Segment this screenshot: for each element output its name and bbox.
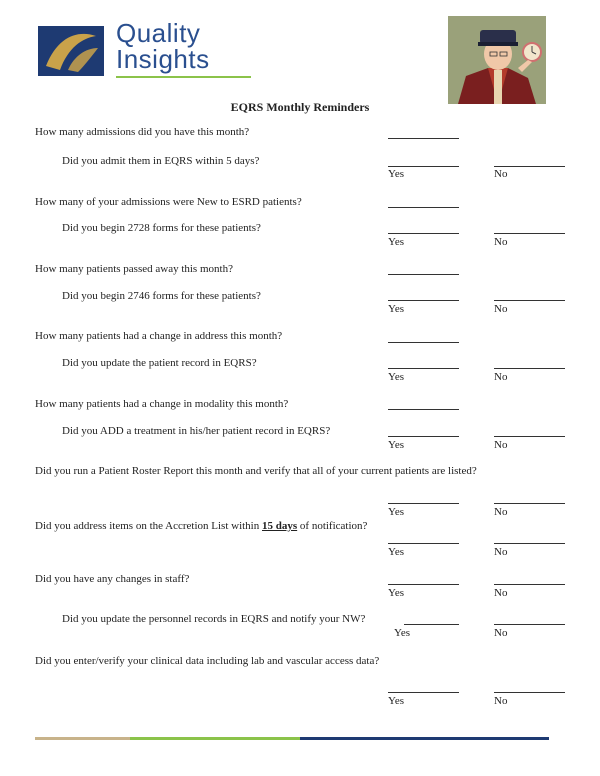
footer-bar-tan	[35, 737, 130, 740]
no-label: No	[494, 439, 508, 451]
question-update-personnel-records: Did you update the personnel records in EQRS and notify your NW?	[62, 613, 366, 625]
logo-wordmark	[116, 20, 210, 72]
question-2728-forms: Did you begin 2728 forms for these patients?	[62, 222, 261, 234]
question-address-change: How many patients had a change in address this month?	[35, 330, 283, 342]
question-clinical-data: Did you enter/verify your clinical data including lab and vascular access data?	[35, 655, 380, 667]
page-title: EQRS Monthly Reminders	[230, 100, 370, 114]
answer-line-yes[interactable]	[388, 503, 459, 504]
answer-line-yes[interactable]	[388, 233, 459, 234]
no-label: No	[494, 546, 508, 558]
question-modality-change: How many patients had a change in modality this month?	[35, 398, 289, 410]
no-label: No	[494, 236, 508, 248]
yes-label: Yes	[388, 546, 405, 558]
question-update-patient-record: Did you update the patient record in EQRS?	[62, 357, 257, 369]
mascot-illustration	[448, 16, 546, 104]
answer-line-yes[interactable]	[388, 584, 459, 585]
question-patient-roster-report: Did you run a Patient Roster Report this month and verify that all of your current patients are listed?	[35, 465, 477, 477]
yes-label: Yes	[388, 695, 405, 707]
no-label: No	[494, 303, 508, 315]
yes-label: Yes	[388, 371, 405, 383]
answer-line-no[interactable]	[494, 300, 565, 301]
question-add-treatment: Did you ADD a treatment in his/her patient record in EQRS?	[62, 425, 331, 437]
answer-line-no[interactable]	[494, 368, 565, 369]
answer-line-passed-away[interactable]	[388, 274, 459, 275]
footer-bar-green	[130, 737, 300, 740]
yes-label: Yes	[394, 627, 411, 639]
yes-label: Yes	[388, 439, 405, 451]
question-accretion-list-days: 15 days	[262, 520, 298, 532]
no-label: No	[494, 506, 508, 518]
answer-line-yes[interactable]	[388, 166, 459, 167]
question-accretion-list-post: of notification?	[297, 520, 368, 532]
question-accretion-list-pre: Did you address items on the Accretion List within	[35, 520, 262, 532]
question-new-to-esrd: How many of your admissions were New to ESRD patients?	[35, 196, 302, 208]
answer-line-no[interactable]	[494, 584, 565, 585]
answer-line-no[interactable]	[494, 233, 565, 234]
answer-line-no[interactable]	[494, 166, 565, 167]
question-staff-changes: Did you have any changes in staff?	[35, 573, 190, 585]
answer-line-no[interactable]	[494, 692, 565, 693]
answer-line-address-change[interactable]	[388, 342, 459, 343]
question-passed-away: How many patients passed away this month?	[35, 263, 233, 275]
answer-line-no[interactable]	[494, 624, 565, 625]
answer-line-new-to-esrd[interactable]	[388, 207, 459, 208]
answer-line-no[interactable]	[494, 503, 565, 504]
answer-line-yes[interactable]	[404, 624, 459, 625]
logo-wordmark-line1: Quality	[116, 18, 201, 48]
yes-label: Yes	[388, 168, 405, 180]
yes-label: Yes	[388, 506, 405, 518]
footer-bar-navy	[300, 737, 549, 740]
no-label: No	[494, 695, 508, 707]
logo-underline	[116, 76, 251, 78]
answer-line-admissions-count[interactable]	[388, 138, 459, 139]
no-label: No	[494, 627, 508, 639]
logo-wordmark-line2: Insights	[116, 44, 210, 74]
answer-line-yes[interactable]	[388, 692, 459, 693]
no-label: No	[494, 587, 508, 599]
question-admissions-count: How many admissions did you have this month?	[35, 126, 250, 138]
quality-insights-logo	[38, 20, 218, 82]
answer-line-yes[interactable]	[388, 436, 459, 437]
answer-line-yes[interactable]	[388, 543, 459, 544]
yes-label: Yes	[388, 587, 405, 599]
question-2746-forms: Did you begin 2746 forms for these patients?	[62, 290, 261, 302]
yes-label: Yes	[388, 303, 405, 315]
answer-line-yes[interactable]	[388, 300, 459, 301]
answer-line-modality-change[interactable]	[388, 409, 459, 410]
yes-label: Yes	[388, 236, 405, 248]
answer-line-no[interactable]	[494, 436, 565, 437]
quality-insights-logo-icon	[38, 26, 104, 76]
question-accretion-list	[35, 520, 367, 532]
question-admit-within-5-days: Did you admit them in EQRS within 5 days?	[62, 155, 260, 167]
no-label: No	[494, 168, 508, 180]
answer-line-no[interactable]	[494, 543, 565, 544]
answer-line-yes[interactable]	[388, 368, 459, 369]
no-label: No	[494, 371, 508, 383]
